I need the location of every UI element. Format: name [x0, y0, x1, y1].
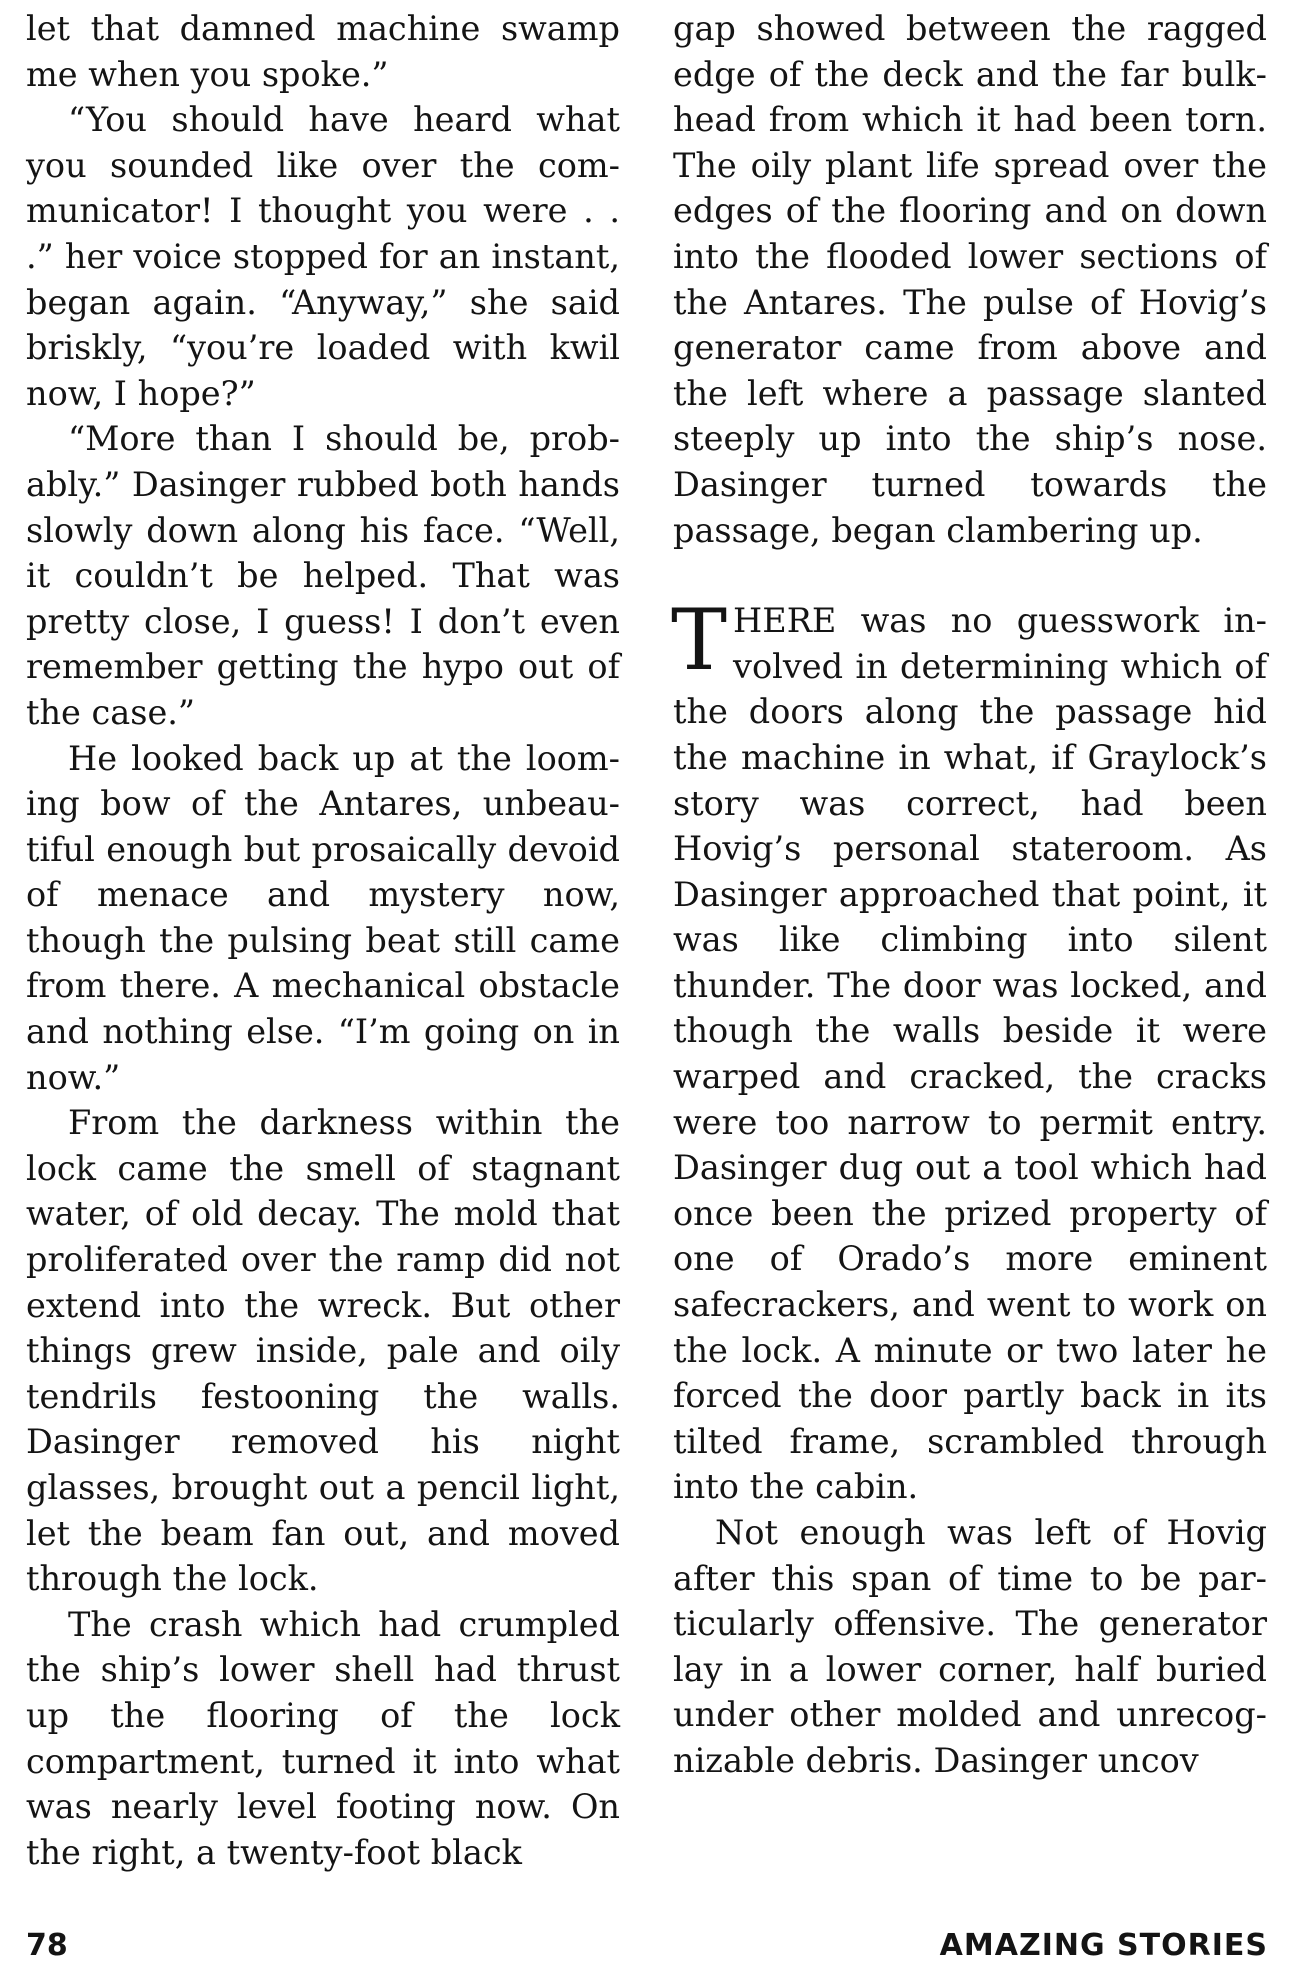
drop-cap: T [671, 591, 728, 690]
section-opening-paragraph [671, 591, 1267, 1510]
paragraph: gap showed between the ragged edge of the deck and the far bulkhead from which it had been torn. The oily plant life spread over the edges of the flooring and on down into the flooded lower sections of the Antares. The pulse of Hovig’s generator came from above and the left where a passage slanted steeply up into the ship’s nose. Dasinger turned towards the passage, began clambering up. [673, 9, 1267, 550]
paragraph: Not enough was left of Hovig after this span of time to be particularly offensive. The generator lay in a lower corner, half buried under other molded and unrecognizable debris. Dasinger uncov [673, 1513, 1267, 1780]
paragraph: From the darkness within the lock came the smell of stagnant water, of old decay. The mold that proliferated over the ramp did not extend into the wreck. But other things grew inside, pale and oily tendrils festooning the walls. Dasinger removed his night glasses, brought out a pencil light, let the beam fan out, and moved through the lock. [26, 1103, 620, 1599]
paragraph: “More than I should be, probably.” Dasinger rubbed both hands slowly down along his face. “Well, it couldn’t be helped. That was pretty close, I guess! I don’t even remember getting the hypo out of the case.” [26, 419, 620, 732]
left-column [26, 6, 620, 1875]
paragraph: let that damned machine swamp me when you spoke.” [26, 9, 620, 94]
paragraph: The crash which had crumpled the ship’s lower shell had thrust up the flooring of the lock compartment, turned it into what was nearly level footing now. On the right, a twenty-foot black [26, 1604, 620, 1872]
page-number: 78 [26, 1928, 68, 1963]
section-opening-text: HERE was no guesswork involved in determining which of the doors along the passage hid the machine in what, if Graylock’s story was correct, had been Hovig’s personal stateroom. As Dasinger approached that point, it was like climbing into silent thunder. The door was locked, and though the walls beside it were warped and cracked, the cracks were too narrow to permit entry. Dasinger dug out a tool which had once been the prized property of one of Orado’s more eminent safecrackers, and went to work on the lock. A minute or two later he forced the door partly back in its tilted frame, scrambled through into the cabin. [673, 601, 1267, 1507]
paragraph: He looked back up at the looming bow of the Antares, unbeautiful enough but prosaically devoid of menace and mystery now, though the pulsing beat still came from there. A mechanical obstacle and nothing else. “I’m going on in now.” [26, 738, 620, 1097]
right-column [673, 6, 1267, 1784]
paragraph: “You should have heard what you sounded like over the communicator! I thought you were . . .” her voice stopped for an instant, began again. “Anyway,” she said briskly, “you’re loaded with kwil now, I hope?” [26, 100, 620, 413]
magazine-title: AMAZING STORIES [939, 1928, 1268, 1963]
